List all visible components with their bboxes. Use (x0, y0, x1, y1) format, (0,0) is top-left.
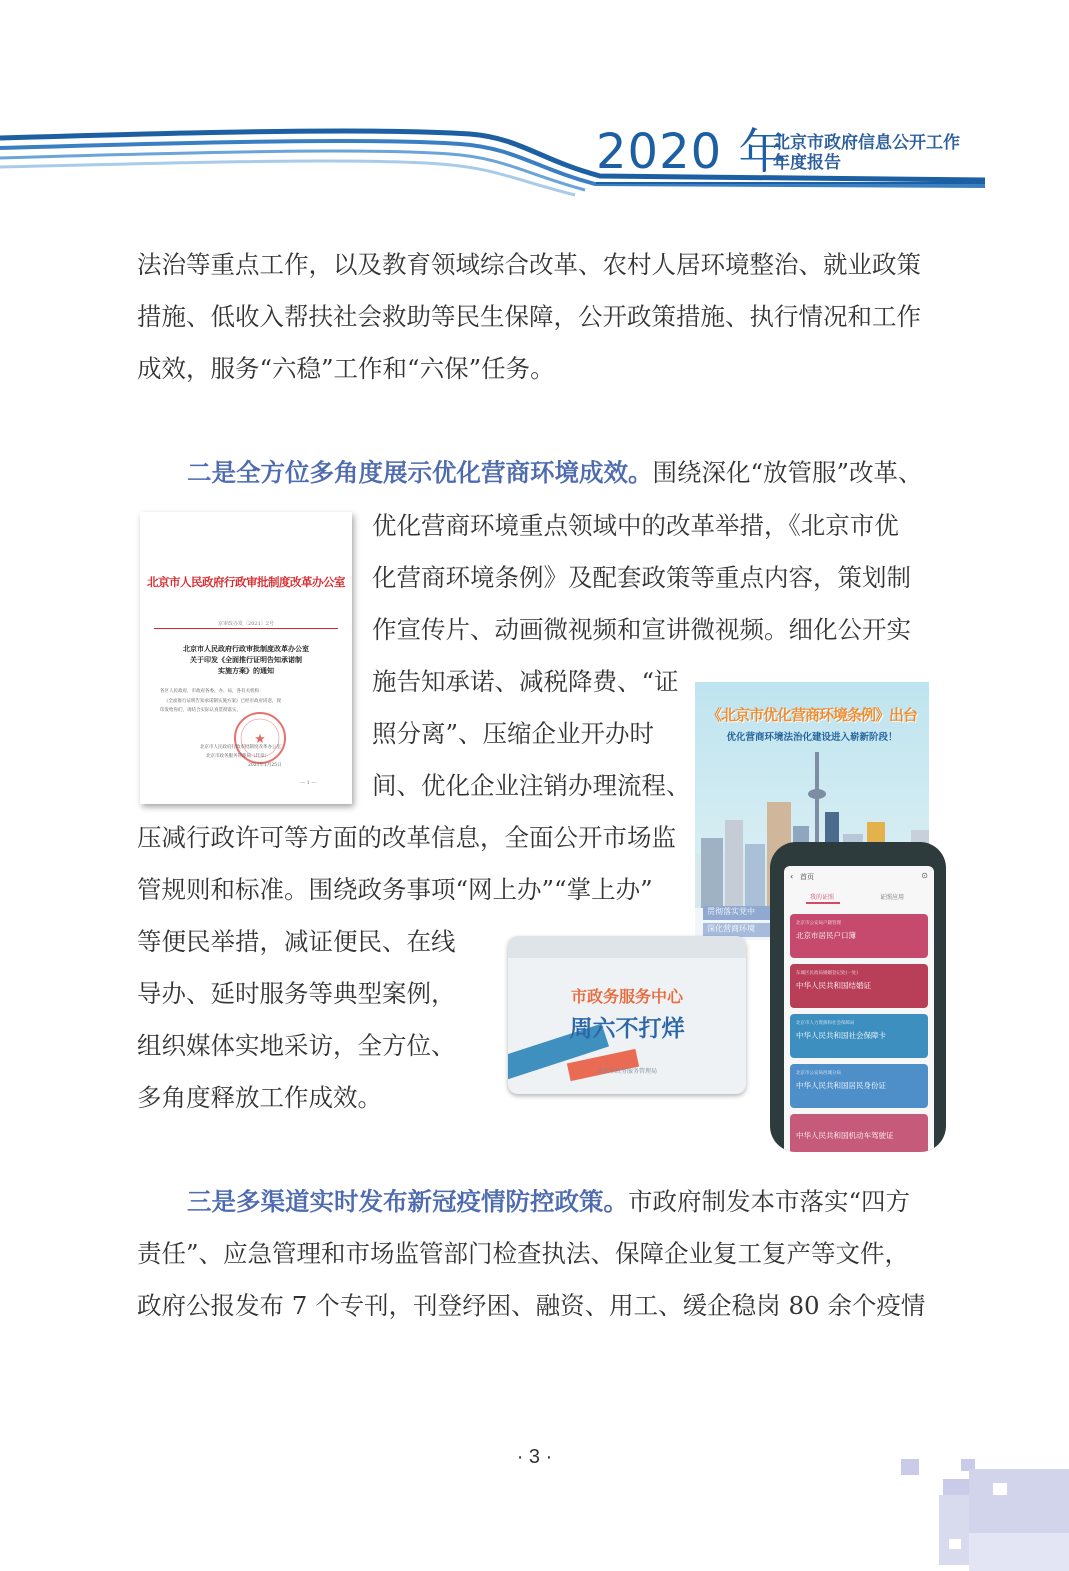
header-year: 2020 年 (596, 124, 788, 180)
text-line: 作宣传片、动画微视频和宣讲微视频。细化公开实 (372, 615, 911, 644)
license-card-title: 中华人民共和国社会保障卡 (796, 1031, 886, 1040)
document-number: 京审改办发〔2021〕2号 (218, 621, 274, 627)
license-card-title: 中华人民共和国机动车驾驶证 (796, 1131, 894, 1140)
license-card-issuer: 北京市公安局西城分局 (796, 1071, 841, 1076)
lead-heading: 三是多渠道实时发布新冠疫情防控政策。 (187, 1187, 628, 1216)
license-card[interactable] (790, 1114, 928, 1152)
svg-text:★: ★ (254, 732, 266, 747)
card-footer: 北京市政务服务管理局 (596, 1068, 657, 1075)
license-card-title: 北京市居民户口簿 (796, 931, 856, 940)
document-image (140, 512, 352, 804)
document-signature: 北京市政务服务管理局（代章） (206, 754, 269, 759)
license-card-issuer: 北京市人力资源和社会保障局 (796, 1021, 855, 1026)
document-page: — 1 — (300, 780, 317, 786)
text-line: 化营商环境条例》及配套政策等重点内容，策划制 (372, 563, 911, 592)
text-line: 施告知承诺、减税降费、“证 (372, 667, 679, 696)
text-line: 照分离”、压缩企业开办时 (372, 719, 655, 748)
document-title-2: 关于印发《全面推行证明告知承诺制 (190, 655, 302, 664)
poster-strip: 贯彻落实党中 (703, 906, 793, 920)
service-center-image (508, 936, 746, 1094)
text-line: 管规则和标准。围绕政务事项“网上办”“掌上办” (137, 875, 653, 904)
text-line: 优化营商环境重点领域中的改革举措，《北京市优 (372, 511, 899, 540)
license-card-issuer: 北京市公安局户籍管理 (796, 921, 841, 926)
text-line: 等便民举措，减证便民、在线 (137, 927, 456, 956)
document-title-1: 北京市人民政府行政审批制度改革办公室 (183, 644, 309, 653)
card-ring-decoration (508, 936, 746, 958)
phone-back-icon: ‹ (790, 872, 794, 881)
document-para: 各区人民政府，市政府各委、办、局，各有关机构： (160, 689, 264, 694)
poster-strip: 深化营商环境 (703, 923, 793, 937)
license-card[interactable] (790, 1064, 928, 1108)
lead-text: 围绕深化“放管服”改革、 (652, 458, 923, 487)
phone-screen (784, 866, 934, 1152)
header-title: 北京市政府信息公开工作 (773, 133, 960, 153)
phone-tab-license-apps: 证照应用 (880, 894, 905, 901)
paragraph-lead-line (187, 1187, 910, 1217)
text-line: 组织媒体实地采访，全方位、 (137, 1031, 456, 1060)
phone-mockup-image (770, 842, 946, 1152)
card-slogan: 周六不打烊 (569, 1016, 685, 1042)
lead-heading: 二是全方位多角度展示优化营商环境成效。 (187, 458, 653, 487)
license-card-title: 中华人民共和国居民身份证 (796, 1081, 886, 1090)
license-card-title: 中华人民共和国结婚证 (796, 981, 871, 990)
corner-square-decoration (895, 1455, 1069, 1571)
license-card[interactable] (790, 914, 928, 958)
header-wave-decoration (0, 120, 990, 200)
phone-tab-my-licenses: 我的证照 (810, 894, 835, 901)
phone-menu-icon: ⊙ (921, 871, 928, 880)
phone-tab-underline (806, 902, 840, 904)
phone-back-label: 首页 (800, 873, 814, 881)
text-line: 间、优化企业注销办理流程、 (372, 771, 691, 800)
document-para: 印发给你们，请结合实际认真贯彻落实。 (160, 708, 241, 713)
document-red-rule (154, 628, 338, 629)
lead-text: 市政府制发本市落实“四方 (628, 1187, 911, 1216)
license-card[interactable] (790, 964, 928, 1008)
document-para: 《全面推行证明告知承诺制实施方案》已经市政府同意，现 (164, 699, 281, 704)
text-line: 措施、低收入帮扶社会救助等民生保障，公开政策措施、执行情况和工作 (137, 302, 921, 331)
document-title-3: 实施方案》的通知 (218, 666, 274, 675)
paragraph-lead-line (187, 458, 923, 488)
text-line: 责任”、应急管理和市场监管部门检查执法、保障企业复工复产等文件， (137, 1239, 910, 1268)
text-line: 成效，服务“六稳”工作和“六保”任务。 (137, 354, 555, 383)
text-line: 压减行政许可等方面的改革信息，全面公开市场监 (137, 823, 676, 852)
document-signature: 北京市人民政府行政审批制度改革办公室 (200, 745, 281, 750)
poster-title: 《北京市优化营商环境条例》出台 (706, 706, 917, 724)
text-line: 多角度释放工作成效。 (137, 1083, 382, 1112)
license-card[interactable] (790, 1014, 928, 1058)
document-date: 2021年1月25日 (248, 763, 282, 768)
card-heading: 市政务服务中心 (570, 987, 683, 1006)
document-org: 北京市人民政府行政审批制度改革办公室 (147, 575, 345, 589)
page-number: · 3 · (516, 1446, 553, 1468)
text-line: 政府公报发布 7 个专刊，刊登纾困、融资、用工、缓企稳岗 80 余个疫情 (137, 1291, 926, 1320)
header-subtitle: 年度报告 (773, 153, 841, 173)
text-line: 导办、延时服务等典型案例， (137, 979, 456, 1008)
license-card-issuer: 东城区民政局婚姻登记处(一处) (796, 971, 859, 976)
text-line: 法治等重点工作，以及教育领域综合改革、农村人居环境整治、就业政策 (137, 250, 921, 279)
poster-subtitle: 优化营商环境法治化建设进入崭新阶段！ (726, 732, 898, 743)
